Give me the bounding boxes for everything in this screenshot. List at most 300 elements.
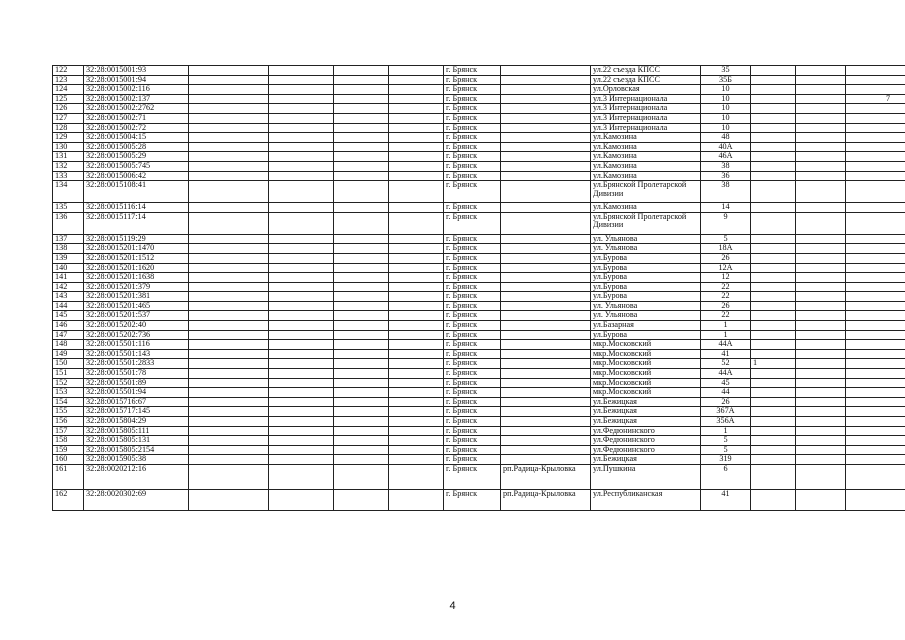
street-cell: ул.Орловская (591, 85, 701, 95)
empty-cell (389, 436, 444, 446)
extra-cell-2 (796, 426, 846, 436)
street-cell: ул.Республиканская (591, 489, 701, 510)
street-cell: ул.Бурова (591, 282, 701, 292)
extra-cell-3 (846, 113, 905, 123)
settlement-cell (501, 359, 591, 369)
empty-cell (269, 113, 334, 123)
empty-cell (389, 85, 444, 95)
table-row (53, 85, 905, 95)
empty-cell (269, 407, 334, 417)
settlement-cell (501, 273, 591, 283)
city-cell: г. Брянск (444, 263, 501, 273)
extra-cell-2 (796, 330, 846, 340)
empty-cell (269, 489, 334, 510)
city-cell: г. Брянск (444, 104, 501, 114)
row-number: 123 (53, 75, 84, 85)
empty-cell (389, 464, 444, 489)
cadastral-number: 32:28:0015002:116 (84, 85, 189, 95)
extra-cell-1 (751, 388, 796, 398)
table-row (53, 349, 905, 359)
cadastral-number: 32:28:0015501:89 (84, 378, 189, 388)
extra-cell-3 (846, 85, 905, 95)
empty-cell (269, 397, 334, 407)
cadastral-number: 32:28:0015717:145 (84, 407, 189, 417)
row-number: 130 (53, 142, 84, 152)
street-cell: ул.3 Интернационала (591, 94, 701, 104)
city-cell: г. Брянск (444, 94, 501, 104)
table-row (53, 282, 905, 292)
extra-cell-2 (796, 253, 846, 263)
cadastral-number: 32:28:0015201:1470 (84, 244, 189, 254)
settlement-cell (501, 171, 591, 181)
row-number: 146 (53, 321, 84, 331)
extra-cell-1 (751, 85, 796, 95)
settlement-cell (501, 181, 591, 203)
city-cell: г. Брянск (444, 330, 501, 340)
extra-cell-3 (846, 152, 905, 162)
street-cell: ул.Пушкина (591, 464, 701, 489)
settlement-cell (501, 340, 591, 350)
cadastral-number: 32:28:0015119:29 (84, 234, 189, 244)
extra-cell-2 (796, 161, 846, 171)
empty-cell (189, 369, 269, 379)
extra-cell-3 (846, 142, 905, 152)
city-cell: г. Брянск (444, 123, 501, 133)
table-row (53, 311, 905, 321)
extra-cell-3 (846, 301, 905, 311)
city-cell: г. Брянск (444, 152, 501, 162)
settlement-cell (501, 234, 591, 244)
empty-cell (334, 94, 389, 104)
row-number: 137 (53, 234, 84, 244)
street-cell: ул. Ульянова (591, 311, 701, 321)
empty-cell (389, 417, 444, 427)
row-number: 144 (53, 301, 84, 311)
empty-cell (389, 388, 444, 398)
street-cell: ул.Брянской Пролетарской Дивизии (591, 212, 701, 234)
empty-cell (189, 330, 269, 340)
table-row (53, 66, 905, 76)
empty-cell (389, 113, 444, 123)
empty-cell (389, 489, 444, 510)
extra-cell-3 (846, 378, 905, 388)
extra-cell-3 (846, 455, 905, 465)
house-number: 1 (701, 330, 751, 340)
city-cell: г. Брянск (444, 445, 501, 455)
empty-cell (189, 426, 269, 436)
extra-cell-1 (751, 152, 796, 162)
extra-cell-2 (796, 113, 846, 123)
settlement-cell (501, 397, 591, 407)
empty-cell (334, 234, 389, 244)
empty-cell (189, 388, 269, 398)
cadastral-number: 32:28:0015201:465 (84, 301, 189, 311)
cadastral-number: 32:28:0015002:72 (84, 123, 189, 133)
extra-cell-3 (846, 292, 905, 302)
empty-cell (189, 104, 269, 114)
empty-cell (269, 85, 334, 95)
extra-cell-2 (796, 311, 846, 321)
empty-cell (334, 321, 389, 331)
empty-cell (189, 123, 269, 133)
row-number: 156 (53, 417, 84, 427)
street-cell: ул. Ульянова (591, 244, 701, 254)
empty-cell (389, 369, 444, 379)
extra-cell-1 (751, 426, 796, 436)
row-number: 151 (53, 369, 84, 379)
empty-cell (189, 85, 269, 95)
extra-cell-1 (751, 489, 796, 510)
extra-cell-3: 7 (846, 94, 905, 104)
table-row (53, 426, 905, 436)
table-row (53, 397, 905, 407)
street-cell: ул.Бежицкая (591, 397, 701, 407)
house-number: 367А (701, 407, 751, 417)
empty-cell (269, 426, 334, 436)
table-row (53, 369, 905, 379)
extra-cell-2 (796, 263, 846, 273)
house-number: 10 (701, 85, 751, 95)
cadastral-number: 32:28:0015001:94 (84, 75, 189, 85)
street-cell: ул.3 Интернационала (591, 123, 701, 133)
house-number: 1 (701, 321, 751, 331)
empty-cell (189, 75, 269, 85)
empty-cell (334, 253, 389, 263)
street-cell: мкр.Московский (591, 388, 701, 398)
empty-cell (189, 181, 269, 203)
settlement-cell (501, 417, 591, 427)
city-cell: г. Брянск (444, 212, 501, 234)
house-number: 319 (701, 455, 751, 465)
settlement-cell (501, 455, 591, 465)
empty-cell (269, 234, 334, 244)
extra-cell-3 (846, 330, 905, 340)
empty-cell (389, 426, 444, 436)
house-number: 44А (701, 369, 751, 379)
empty-cell (334, 152, 389, 162)
row-number: 162 (53, 489, 84, 510)
empty-cell (269, 203, 334, 213)
row-number: 126 (53, 104, 84, 114)
extra-cell-2 (796, 388, 846, 398)
empty-cell (334, 464, 389, 489)
extra-cell-3 (846, 349, 905, 359)
empty-cell (334, 378, 389, 388)
extra-cell-2 (796, 152, 846, 162)
empty-cell (269, 253, 334, 263)
table-row (53, 464, 905, 489)
table-row (53, 330, 905, 340)
empty-cell (269, 94, 334, 104)
settlement-cell (501, 142, 591, 152)
table-row (53, 133, 905, 143)
settlement-cell (501, 292, 591, 302)
table-row (53, 417, 905, 427)
empty-cell (389, 234, 444, 244)
table-row (53, 378, 905, 388)
city-cell: г. Брянск (444, 234, 501, 244)
street-cell: мкр.Московский (591, 340, 701, 350)
house-number: 1 (701, 426, 751, 436)
empty-cell (189, 161, 269, 171)
extra-cell-3 (846, 321, 905, 331)
extra-cell-2 (796, 321, 846, 331)
cadastral-number: 32:28:0015501:78 (84, 369, 189, 379)
row-number: 154 (53, 397, 84, 407)
extra-cell-3 (846, 133, 905, 143)
empty-cell (189, 203, 269, 213)
city-cell: г. Брянск (444, 417, 501, 427)
extra-cell-2 (796, 301, 846, 311)
table-row (53, 234, 905, 244)
table-row (53, 273, 905, 283)
city-cell: г. Брянск (444, 349, 501, 359)
empty-cell (389, 378, 444, 388)
table-row (53, 142, 905, 152)
empty-cell (189, 66, 269, 76)
table-row (53, 161, 905, 171)
extra-cell-1 (751, 349, 796, 359)
cadastral-number: 32:28:0015002:71 (84, 113, 189, 123)
street-cell: ул.Камозина (591, 152, 701, 162)
cadastral-number: 32:28:0015005:28 (84, 142, 189, 152)
extra-cell-1 (751, 397, 796, 407)
empty-cell (389, 66, 444, 76)
table-row (53, 388, 905, 398)
empty-cell (389, 104, 444, 114)
settlement-cell (501, 75, 591, 85)
extra-cell-1 (751, 212, 796, 234)
extra-cell-2 (796, 359, 846, 369)
city-cell: г. Брянск (444, 340, 501, 350)
row-number: 127 (53, 113, 84, 123)
empty-cell (269, 104, 334, 114)
house-number: 46А (701, 152, 751, 162)
cadastral-number: 32:28:0015716:67 (84, 397, 189, 407)
row-number: 140 (53, 263, 84, 273)
extra-cell-2 (796, 85, 846, 95)
extra-cell-1 (751, 263, 796, 273)
extra-cell-3 (846, 203, 905, 213)
empty-cell (334, 292, 389, 302)
city-cell: г. Брянск (444, 282, 501, 292)
row-number: 135 (53, 203, 84, 213)
row-number: 155 (53, 407, 84, 417)
house-number: 44А (701, 340, 751, 350)
empty-cell (189, 407, 269, 417)
empty-cell (269, 181, 334, 203)
extra-cell-3 (846, 464, 905, 489)
table-row (53, 203, 905, 213)
extra-cell-2 (796, 171, 846, 181)
row-number: 148 (53, 340, 84, 350)
empty-cell (269, 388, 334, 398)
row-number: 152 (53, 378, 84, 388)
empty-cell (389, 359, 444, 369)
empty-cell (334, 263, 389, 273)
empty-cell (334, 407, 389, 417)
settlement-cell (501, 152, 591, 162)
table-row (53, 94, 905, 104)
table-row (53, 340, 905, 350)
empty-cell (334, 330, 389, 340)
city-cell: г. Брянск (444, 378, 501, 388)
extra-cell-1 (751, 104, 796, 114)
settlement-cell: рп.Радица-Крыловка (501, 464, 591, 489)
empty-cell (269, 123, 334, 133)
cadastral-number: 32:28:0015002:137 (84, 94, 189, 104)
cadastral-number: 32:28:0015501:2833 (84, 359, 189, 369)
empty-cell (334, 426, 389, 436)
empty-cell (269, 359, 334, 369)
city-cell: г. Брянск (444, 142, 501, 152)
extra-cell-2 (796, 212, 846, 234)
table-row (53, 301, 905, 311)
empty-cell (189, 349, 269, 359)
row-number: 134 (53, 181, 84, 203)
empty-cell (334, 388, 389, 398)
street-cell: ул. Ульянова (591, 301, 701, 311)
extra-cell-1 (751, 407, 796, 417)
street-cell: ул.Федюнинского (591, 426, 701, 436)
empty-cell (389, 253, 444, 263)
city-cell: г. Брянск (444, 203, 501, 213)
empty-cell (389, 263, 444, 273)
empty-cell (269, 292, 334, 302)
extra-cell-1 (751, 330, 796, 340)
cadastral-number: 32:28:0015805:131 (84, 436, 189, 446)
empty-cell (189, 445, 269, 455)
extra-cell-3 (846, 263, 905, 273)
street-cell: ул.22 съезда КПСС (591, 75, 701, 85)
cadastral-number: 32:28:0015002:2762 (84, 104, 189, 114)
empty-cell (189, 292, 269, 302)
empty-cell (389, 203, 444, 213)
table-row (53, 253, 905, 263)
street-cell: ул. Ульянова (591, 234, 701, 244)
street-cell: мкр.Московский (591, 378, 701, 388)
city-cell: г. Брянск (444, 359, 501, 369)
empty-cell (389, 273, 444, 283)
empty-cell (269, 369, 334, 379)
cadastral-number: 32:28:0015001:93 (84, 66, 189, 76)
empty-cell (389, 397, 444, 407)
settlement-cell (501, 388, 591, 398)
settlement-cell (501, 436, 591, 446)
cadastral-number: 32:28:0015201:1620 (84, 263, 189, 273)
extra-cell-3 (846, 253, 905, 263)
row-number: 147 (53, 330, 84, 340)
empty-cell (189, 464, 269, 489)
extra-cell-2 (796, 123, 846, 133)
empty-cell (189, 359, 269, 369)
table-row (53, 152, 905, 162)
empty-cell (389, 292, 444, 302)
extra-cell-3 (846, 161, 905, 171)
cadastral-number: 32:28:0015005:29 (84, 152, 189, 162)
empty-cell (189, 397, 269, 407)
empty-cell (334, 349, 389, 359)
extra-cell-2 (796, 292, 846, 302)
table-row (53, 445, 905, 455)
street-cell: ул.Бурова (591, 273, 701, 283)
row-number: 125 (53, 94, 84, 104)
empty-cell (269, 273, 334, 283)
empty-cell (189, 171, 269, 181)
settlement-cell (501, 311, 591, 321)
settlement-cell (501, 407, 591, 417)
empty-cell (334, 161, 389, 171)
street-cell: ул.Бурова (591, 253, 701, 263)
street-cell: ул.Бежицкая (591, 417, 701, 427)
city-cell: г. Брянск (444, 292, 501, 302)
empty-cell (269, 330, 334, 340)
extra-cell-3 (846, 340, 905, 350)
extra-cell-3 (846, 75, 905, 85)
street-cell: ул.Бурова (591, 292, 701, 302)
empty-cell (389, 282, 444, 292)
extra-cell-2 (796, 203, 846, 213)
house-number: 10 (701, 113, 751, 123)
extra-cell-2 (796, 445, 846, 455)
city-cell: г. Брянск (444, 161, 501, 171)
extra-cell-3 (846, 369, 905, 379)
city-cell: г. Брянск (444, 171, 501, 181)
extra-cell-2 (796, 436, 846, 446)
row-number: 132 (53, 161, 84, 171)
street-cell: ул.Бежицкая (591, 407, 701, 417)
empty-cell (269, 152, 334, 162)
empty-cell (189, 282, 269, 292)
empty-cell (189, 94, 269, 104)
empty-cell (334, 417, 389, 427)
extra-cell-3 (846, 417, 905, 427)
house-number: 10 (701, 123, 751, 133)
empty-cell (334, 133, 389, 143)
street-cell: ул.Федюнинского (591, 445, 701, 455)
table-row (53, 123, 905, 133)
empty-cell (389, 340, 444, 350)
extra-cell-1 (751, 273, 796, 283)
settlement-cell: рп.Радица-Крыловка (501, 489, 591, 510)
house-number: 41 (701, 349, 751, 359)
street-cell: мкр.Московский (591, 369, 701, 379)
house-number: 5 (701, 234, 751, 244)
table-row (53, 104, 905, 114)
table-row (53, 181, 905, 203)
cadastral-number: 32:28:0015201:1512 (84, 253, 189, 263)
empty-cell (389, 407, 444, 417)
city-cell: г. Брянск (444, 397, 501, 407)
table-row (53, 244, 905, 254)
city-cell: г. Брянск (444, 321, 501, 331)
street-cell: ул.3 Интернационала (591, 104, 701, 114)
empty-cell (189, 234, 269, 244)
row-number: 136 (53, 212, 84, 234)
table-row (53, 455, 905, 465)
extra-cell-1: 1 (751, 359, 796, 369)
cadastral-number: 32:28:0020302:69 (84, 489, 189, 510)
empty-cell (189, 273, 269, 283)
extra-cell-3 (846, 489, 905, 510)
street-cell: мкр.Московский (591, 349, 701, 359)
table-row (53, 212, 905, 234)
cadastral-number: 32:28:0015804:29 (84, 417, 189, 427)
cadastral-number: 32:28:0015202:736 (84, 330, 189, 340)
empty-cell (269, 436, 334, 446)
street-cell: ул.Камозина (591, 133, 701, 143)
extra-cell-1 (751, 253, 796, 263)
